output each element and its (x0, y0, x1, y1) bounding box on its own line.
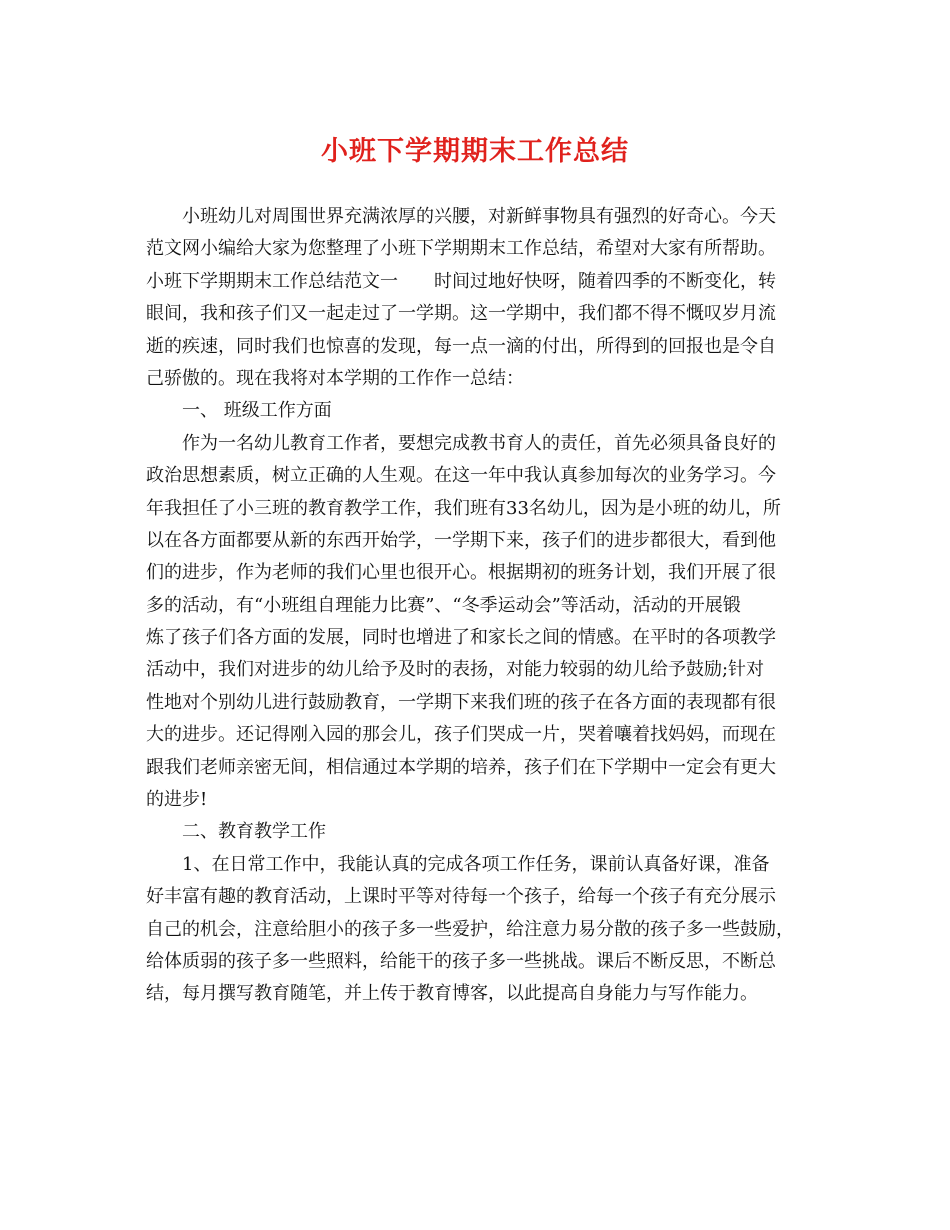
paragraph-line: 小班幼儿对周围世界充满浓厚的兴腰，对新鲜事物具有强烈的好奇心。今天 (182, 206, 776, 227)
document-title: 小班下学期期末工作总结 (321, 136, 629, 167)
paragraph-line: 逝的疾速，同时我们也惊喜的发现，每一点一滴的付出，所得到的回报也是令自 (146, 335, 776, 357)
paragraph-line: 跟我们老师亲密无间，相信通过本学期的培养，孩子们在下学期中一定会有更大 (146, 756, 776, 778)
paragraph-line: 己骄傲的。现在我将对本学期的工作作一总结： (146, 367, 524, 389)
paragraph-line: 范文网小编给大家为您整理了小班下学期期末工作总结，希望对大家有所帮助。 (146, 238, 776, 260)
paragraph-line: 炼了孩子们各方面的发展，同时也增进了和家长之间的情感。在平时的各项教学 (146, 627, 776, 649)
paragraph-line: 多的活动，有“小班组自理能力比赛”、“冬季运动会”等活动，活动的开展锻 (146, 594, 741, 616)
paragraph-line: 作为一名幼儿教育工作者，要想完成教书育人的责任，首先必须具备良好的 (182, 432, 776, 454)
paragraph-line: 好丰富有趣的教育活动，上课时平等对待每一个孩子，给每一个孩子有充分展示 (146, 886, 776, 908)
article-heading: 小班下学期期末工作总结范文一 (146, 270, 398, 292)
document-body (146, 201, 808, 1011)
paragraph-line: 结，每月撰写教育随笔，并上传于教育博客，以此提高自身能力与写作能力。 (146, 983, 758, 1005)
section-heading: 一、 班级工作方面 (182, 400, 332, 422)
paragraph-line: 自己的机会，注意给胆小的孩子多一些爱护，给注意力易分散的孩子多一些鼓励， (146, 918, 794, 940)
paragraph-line: 的进步! (146, 789, 208, 811)
paragraph-line: 给体质弱的孩子多一些照料，给能干的孩子多一些挑战。课后不断反思，不断总 (146, 950, 776, 972)
paragraph-text: 时间过地好快呀，随着四季的不断变化，转 (434, 270, 776, 292)
paragraph-line: 眼间，我和孩子们又一起走过了一学期。这一学期中，我们都不得不慨叹岁月流 (146, 303, 776, 325)
paragraph-line (146, 266, 808, 298)
paragraph-line: 政治思想素质，树立正确的人生观。在这一年中我认真参加每次的业务学习。今 (146, 465, 776, 487)
paragraph-line: 们的进步，作为老师的我们心里也很开心。根据期初的班务计划，我们开展了很 (146, 562, 776, 584)
paragraph-line: 1、在日常工作中，我能认真的完成各项工作任务，课前认真备好课，准备 (182, 853, 770, 875)
paragraph-line: 年我担任了小三班的教育教学工作，我们班有33名幼儿，因为是小班的幼儿，所 (146, 497, 781, 519)
section-heading: 二、教育教学工作 (182, 821, 326, 843)
paragraph-line: 活动中，我们对进步的幼儿给予及时的表扬，对能力较弱的幼儿给予鼓励;针对 (146, 659, 765, 681)
paragraph-line: 以在各方面都要从新的东西开始学，一学期下来，孩子们的进步都很大，看到他 (146, 529, 776, 551)
paragraph-line: 大的进步。还记得刚入园的那会儿，孩子们哭成一片，哭着嚷着找妈妈，而现在 (146, 724, 776, 746)
paragraph-line: 性地对个别幼儿进行鼓励教育，一学期下来我们班的孩子在各方面的表现都有很 (146, 691, 776, 713)
